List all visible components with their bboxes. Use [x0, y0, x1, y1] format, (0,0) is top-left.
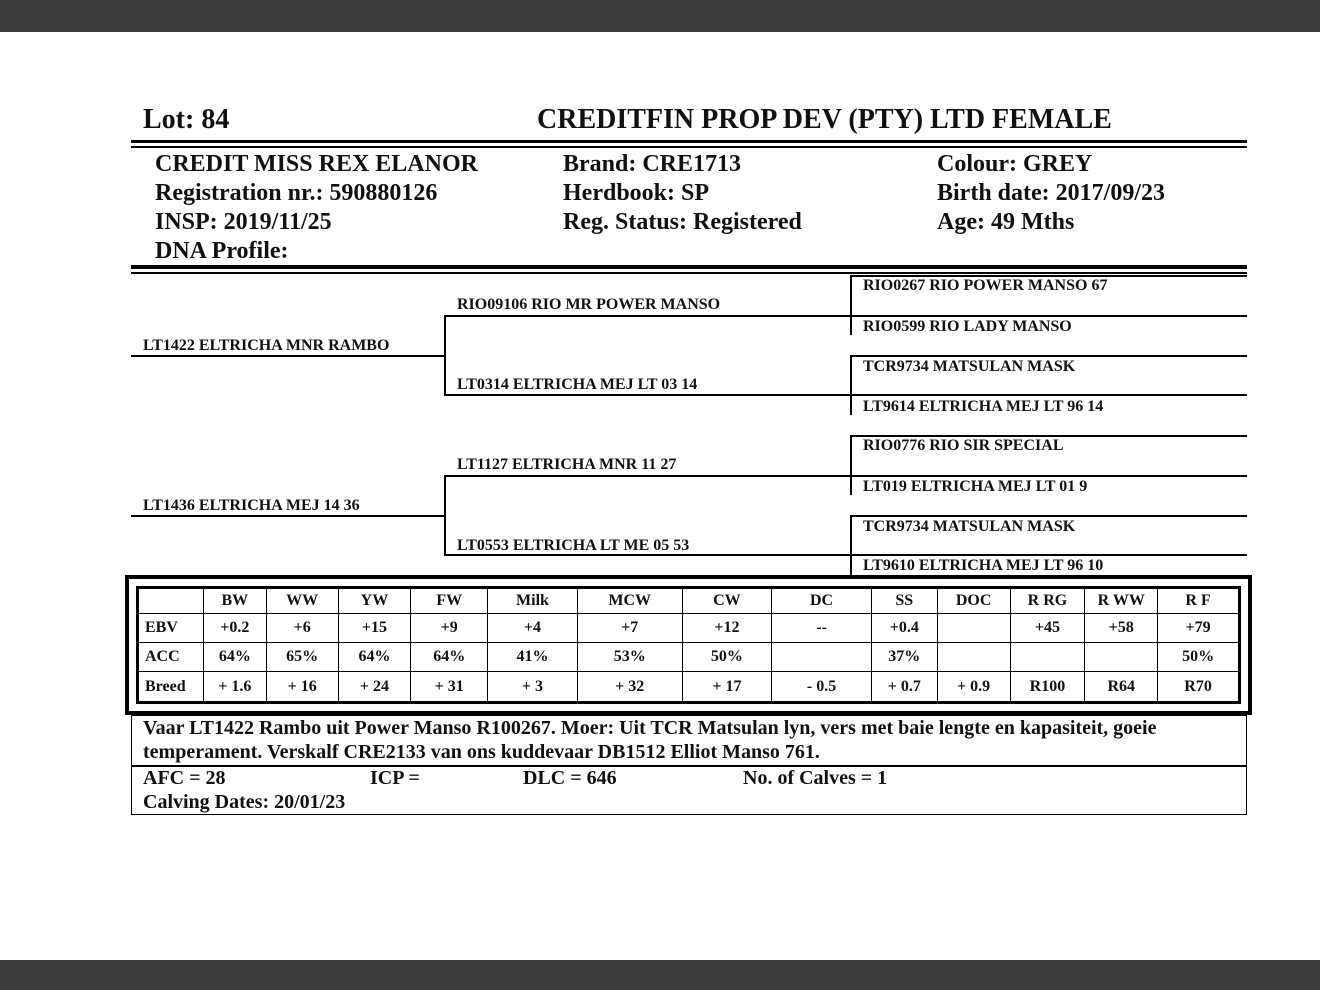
- ebv-row-cell: + 3: [488, 672, 578, 703]
- birth-date: Birth date: 2017/09/23: [937, 180, 1165, 206]
- ebv-row: [138, 643, 1240, 672]
- ebv-row-cell: +79: [1158, 614, 1240, 643]
- pedigree-ggd-1: RIO0599 RIO LADY MANSO: [863, 318, 1072, 335]
- ebv-row-cell: + 0.7: [871, 672, 937, 703]
- ebv-header-row-cell: R WW: [1085, 588, 1158, 614]
- pedigree-ggs-1: RIO0267 RIO POWER MANSO 67: [863, 277, 1108, 294]
- inspection-date: INSP: 2019/11/25: [155, 209, 332, 235]
- ebv-header-row-cell: FW: [411, 588, 488, 614]
- calves-count: No. of Calves = 1: [743, 767, 888, 789]
- pedigree-ggd-3: LT019 ELTRICHA MEJ LT 01 9: [863, 478, 1088, 495]
- ebv-row-cell: [1010, 643, 1085, 672]
- ebv-row-cell: + 16: [266, 672, 338, 703]
- registration-number: Registration nr.: 590880126: [155, 180, 438, 206]
- pedigree-bracket-g3-2: [850, 355, 852, 415]
- viewer-top-bar: [0, 0, 1320, 32]
- ebv-row-cell: + 1.6: [203, 672, 266, 703]
- ebv-header-row-cell: WW: [266, 588, 338, 614]
- pedigree-ggs-3: RIO0776 RIO SIR SPECIAL: [863, 437, 1064, 454]
- ebv-row-cell: 64%: [338, 643, 411, 672]
- pedigree-line-g3-2: [850, 315, 1247, 317]
- comments-divider: [131, 765, 1247, 767]
- ebv-row-cell: 64%: [411, 643, 488, 672]
- pedigree-line-g3-8: [850, 554, 1247, 556]
- pedigree-bracket-g3-4: [850, 515, 852, 575]
- pedigree-line-g3-6: [850, 475, 1247, 477]
- ebv-row-cell: 50%: [1158, 643, 1240, 672]
- ebv-row: [138, 614, 1240, 643]
- ebv-row-cell: [937, 614, 1010, 643]
- ebv-row-cell: +58: [1085, 614, 1158, 643]
- dlc-value: DLC = 646: [523, 767, 617, 789]
- viewer-bottom-bar: [0, 960, 1320, 990]
- pedigree-line-dam-sire: [444, 475, 850, 477]
- ebv-row-cell: 50%: [682, 643, 772, 672]
- pedigree-line-sire-sire: [444, 315, 850, 317]
- ebv-row-cell: 53%: [577, 643, 682, 672]
- pedigree-line-g3-4: [850, 394, 1247, 396]
- animal-name: CREDIT MISS REX ELANOR: [155, 151, 478, 177]
- icp-value: ICP =: [370, 767, 420, 789]
- ebv-row-cell: R64: [1085, 672, 1158, 703]
- owner-and-sex: CREDITFIN PROP DEV (PTY) LTD FEMALE: [537, 104, 1112, 135]
- ebv-row-cell: +12: [682, 614, 772, 643]
- ebv-row-cell: ACC: [138, 643, 204, 672]
- ebv-table: [136, 586, 1241, 704]
- pedigree-ggs-2: TCR9734 MATSULAN MASK: [863, 358, 1076, 375]
- ebv-row-cell: [772, 643, 872, 672]
- ebv-row-cell: [937, 643, 1010, 672]
- ebv-row-cell: +4: [488, 614, 578, 643]
- ebv-header-row-cell: DC: [772, 588, 872, 614]
- age: Age: 49 Mths: [937, 209, 1075, 235]
- ebv-header-row-cell: R F: [1158, 588, 1240, 614]
- ebv-row-cell: + 32: [577, 672, 682, 703]
- ebv-row-cell: --: [772, 614, 872, 643]
- ebv-row-cell: + 17: [682, 672, 772, 703]
- pedigree-bracket-dam: [444, 475, 446, 555]
- herdbook: Herdbook: SP: [563, 180, 710, 206]
- ebv-row-cell: + 0.9: [937, 672, 1010, 703]
- ebv-row-cell: EBV: [138, 614, 204, 643]
- dna-profile: DNA Profile:: [155, 238, 289, 264]
- pedigree-line-g3-7: [850, 515, 1247, 517]
- pedigree-bracket-sire: [444, 315, 446, 395]
- ebv-row-cell: R100: [1010, 672, 1085, 703]
- pedigree-sire: LT1422 ELTRICHA MNR RAMBO: [143, 337, 390, 354]
- ebv-row-cell: +0.2: [203, 614, 266, 643]
- ebv-row-cell: - 0.5: [772, 672, 872, 703]
- calving-dates: Calving Dates: 20/01/23: [143, 791, 346, 813]
- ebv-header-row-cell: SS: [871, 588, 937, 614]
- ebv-row-cell: +7: [577, 614, 682, 643]
- ebv-row: [138, 672, 1240, 703]
- header-rule-thick: [131, 140, 1247, 143]
- ebv-row-cell: R70: [1158, 672, 1240, 703]
- registration-status: Reg. Status: Registered: [563, 209, 802, 235]
- pedigree-bracket-g3-1: [850, 275, 852, 335]
- pedigree-bracket-g3-3: [850, 435, 852, 495]
- ebv-row-cell: 41%: [488, 643, 578, 672]
- pedigree-sire-dam: LT0314 ELTRICHA MEJ LT 03 14: [457, 376, 698, 393]
- pedigree-dam-sire: LT1127 ELTRICHA MNR 11 27: [457, 456, 677, 473]
- ebv-row-cell: +6: [266, 614, 338, 643]
- pedigree-ggd-4: LT9610 ELTRICHA MEJ LT 96 10: [863, 557, 1104, 574]
- ebv-header-row-cell: BW: [203, 588, 266, 614]
- ebv-row-cell: +0.4: [871, 614, 937, 643]
- pedigree-line-dam: [131, 515, 445, 517]
- pedigree-dam: LT1436 ELTRICHA MEJ 14 36: [143, 497, 360, 514]
- ebv-row-cell: [1085, 643, 1158, 672]
- header-rule-thin: [131, 146, 1247, 148]
- ebv-row-cell: 37%: [871, 643, 937, 672]
- brand: Brand: CRE1713: [563, 151, 742, 177]
- info-rule-thin: [131, 272, 1247, 274]
- afc-value: AFC = 28: [143, 767, 226, 789]
- pedigree-line-sire: [131, 355, 445, 357]
- pedigree-line-g3-3: [850, 355, 1247, 357]
- ebv-row-cell: +9: [411, 614, 488, 643]
- colour: Colour: GREY: [937, 151, 1093, 177]
- info-rule-thick: [131, 265, 1247, 269]
- ebv-header-row-cell: MCW: [577, 588, 682, 614]
- ebv-header-row-cell: Milk: [488, 588, 578, 614]
- pedigree-ggd-2: LT9614 ELTRICHA MEJ LT 96 14: [863, 398, 1104, 415]
- ebv-row-cell: 64%: [203, 643, 266, 672]
- ebv-header-row-cell: YW: [338, 588, 411, 614]
- pedigree-sire-sire: RIO09106 RIO MR POWER MANSO: [457, 296, 721, 313]
- ebv-header-row: [138, 588, 1240, 614]
- lot-number: Lot: 84: [143, 104, 230, 135]
- comments-text: Vaar LT1422 Rambo uit Power Manso R100267. Moer: Uit TCR Matsulan lyn, vers met baie lengte en kapasiteit, goeie temperament. Verskalf CRE2133 van ons kuddevaar DB1512 Elliot Manso 761.: [143, 717, 1157, 763]
- pedigree-dam-dam: LT0553 ELTRICHA LT ME 05 53: [457, 537, 690, 554]
- ebv-row-cell: +45: [1010, 614, 1085, 643]
- ebv-header-row-cell: CW: [682, 588, 772, 614]
- pedigree-line-sire-dam: [444, 394, 850, 396]
- ebv-header-row-cell: [138, 588, 204, 614]
- ebv-header-row-cell: DOC: [937, 588, 1010, 614]
- ebv-row-cell: Breed: [138, 672, 204, 703]
- pedigree-ggs-4: TCR9734 MATSULAN MASK: [863, 518, 1076, 535]
- ebv-row-cell: +15: [338, 614, 411, 643]
- ebv-header-row-cell: R RG: [1010, 588, 1085, 614]
- ebv-row-cell: 65%: [266, 643, 338, 672]
- ebv-row-cell: + 24: [338, 672, 411, 703]
- ebv-row-cell: + 31: [411, 672, 488, 703]
